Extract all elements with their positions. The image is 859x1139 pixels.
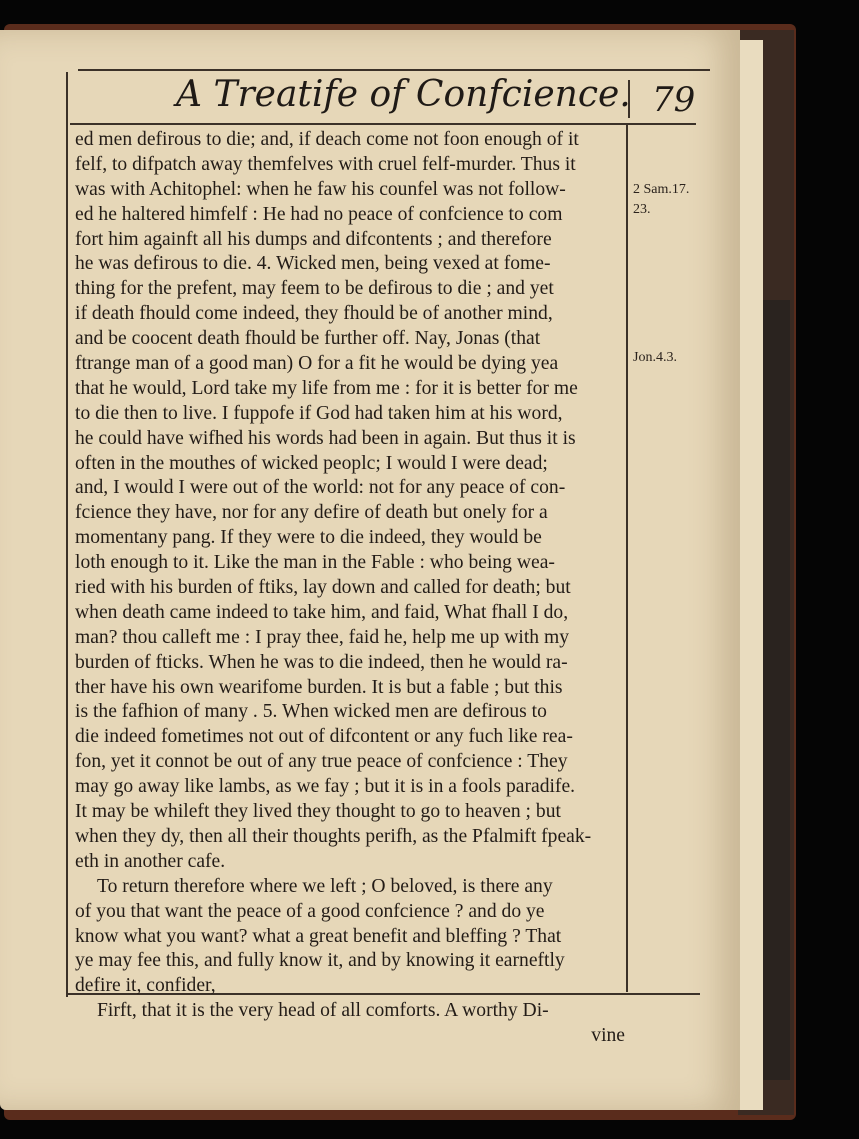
text-line: he could have wifhed his words had been in again. But thus it is	[75, 427, 576, 449]
text-line: that he would, Lord take my life from me : for it is better for me	[75, 377, 578, 399]
top-rule	[78, 69, 710, 71]
text-line: die indeed fometimes not out of difcontent or any fuch like rea-	[75, 726, 573, 748]
left-frame-rule	[66, 72, 68, 997]
text-line: loth enough to it. Like the man in the Fable : who being wea-	[75, 552, 555, 574]
text-line: he was defirous to die. 4. Wicked men, being vexed at fome-	[75, 253, 551, 275]
text-line: ried with his burden of ftiks, lay down and called for death; but	[75, 577, 571, 599]
margin-note-line: 2 Sam.17.	[633, 182, 690, 197]
text-line: may go away like lambs, as we fay ; but it is in a fools paradife.	[75, 776, 576, 798]
text-line: Firft, that it is the very head of all comforts. A worthy Di-	[97, 1000, 549, 1022]
text-line: defire it, confider,	[75, 975, 216, 997]
spine-shadow	[760, 300, 790, 1080]
margin-note-line: Jon.4.3.	[633, 350, 677, 365]
text-line: thing for the prefent, may feem to be defirous to die ; and yet	[75, 278, 554, 300]
body-text	[75, 128, 625, 1049]
text-line: know what you want? what a great benefit and bleffing ? That	[75, 925, 562, 947]
text-line: when they dy, then all their thoughts perifh, as the Pfalmift fpeak-	[75, 825, 592, 847]
text-line: fort him againft all his dumps and difcontents ; and therefore	[75, 228, 552, 250]
text-line: man? thou calleft me : I pray thee, faid he, help me up with my	[75, 626, 570, 648]
margin-note-line: 23.	[633, 202, 651, 217]
running-title: A Treatife of Confcience.	[176, 74, 631, 115]
text-line: burden of fticks. When he was to die indeed, then he would ra-	[75, 651, 568, 673]
text-line: To return therefore where we left ; O beloved, is there any	[97, 875, 553, 897]
text-line: fcience they have, nor for any defire of death but onely for a	[75, 502, 548, 524]
text-line: is the fafhion of many . 5. When wicked men are defirous to	[75, 701, 547, 723]
page-number: 79	[652, 80, 696, 120]
text-line: ftrange man of a good man) O for a fit he would be dying yea	[75, 353, 559, 375]
text-line: ed he haltered himfelf : He had no peace of confcience to com	[75, 203, 563, 225]
text-line: when death came indeed to take him, and faid, What fhall I do,	[75, 601, 569, 623]
text-line: momentany pang. If they were to die indeed, they would be	[75, 527, 542, 549]
text-line: often in the mouthes of wicked peoplc; I would I were dead;	[75, 452, 548, 474]
text-line: and, I would I were out of the world: not for any peace of con-	[75, 477, 566, 499]
catchword: vine	[591, 1025, 625, 1047]
margin-note-2-sam	[633, 180, 689, 220]
text-line: eth in another cafe.	[75, 850, 226, 872]
text-line: if death fhould come indeed, they fhould be of another mind,	[75, 303, 553, 325]
text-line: felf, to difpatch away themfelves with cruel felf-murder. Thus it	[75, 153, 576, 175]
text-line: ther have his own wearifome burden. It is but a fable ; but this	[75, 676, 563, 698]
margin-note-jonah	[633, 348, 677, 368]
column-divider-rule	[626, 124, 628, 992]
text-line: It may be whileft they lived they thought to go to heaven ; but	[75, 801, 561, 823]
text-line: ed men defirous to die; and, if deach come not foon enough of it	[75, 129, 579, 150]
text-line: to die then to live. I fuppofe if God had taken him at his word,	[75, 402, 563, 424]
header-underline	[70, 123, 696, 125]
text-line: of you that want the peace of a good confcience ? and do ye	[75, 900, 545, 922]
text-line: fon, yet it connot be out of any true peace of confcience : They	[75, 751, 568, 773]
text-line: ye may fee this, and fully know it, and by knowing it earneftly	[75, 950, 565, 972]
text-line: and be coocent death fhould be further off. Nay, Jonas (that	[75, 328, 541, 350]
text-line: was with Achitophel: when he faw his counfel was not follow-	[75, 178, 566, 200]
